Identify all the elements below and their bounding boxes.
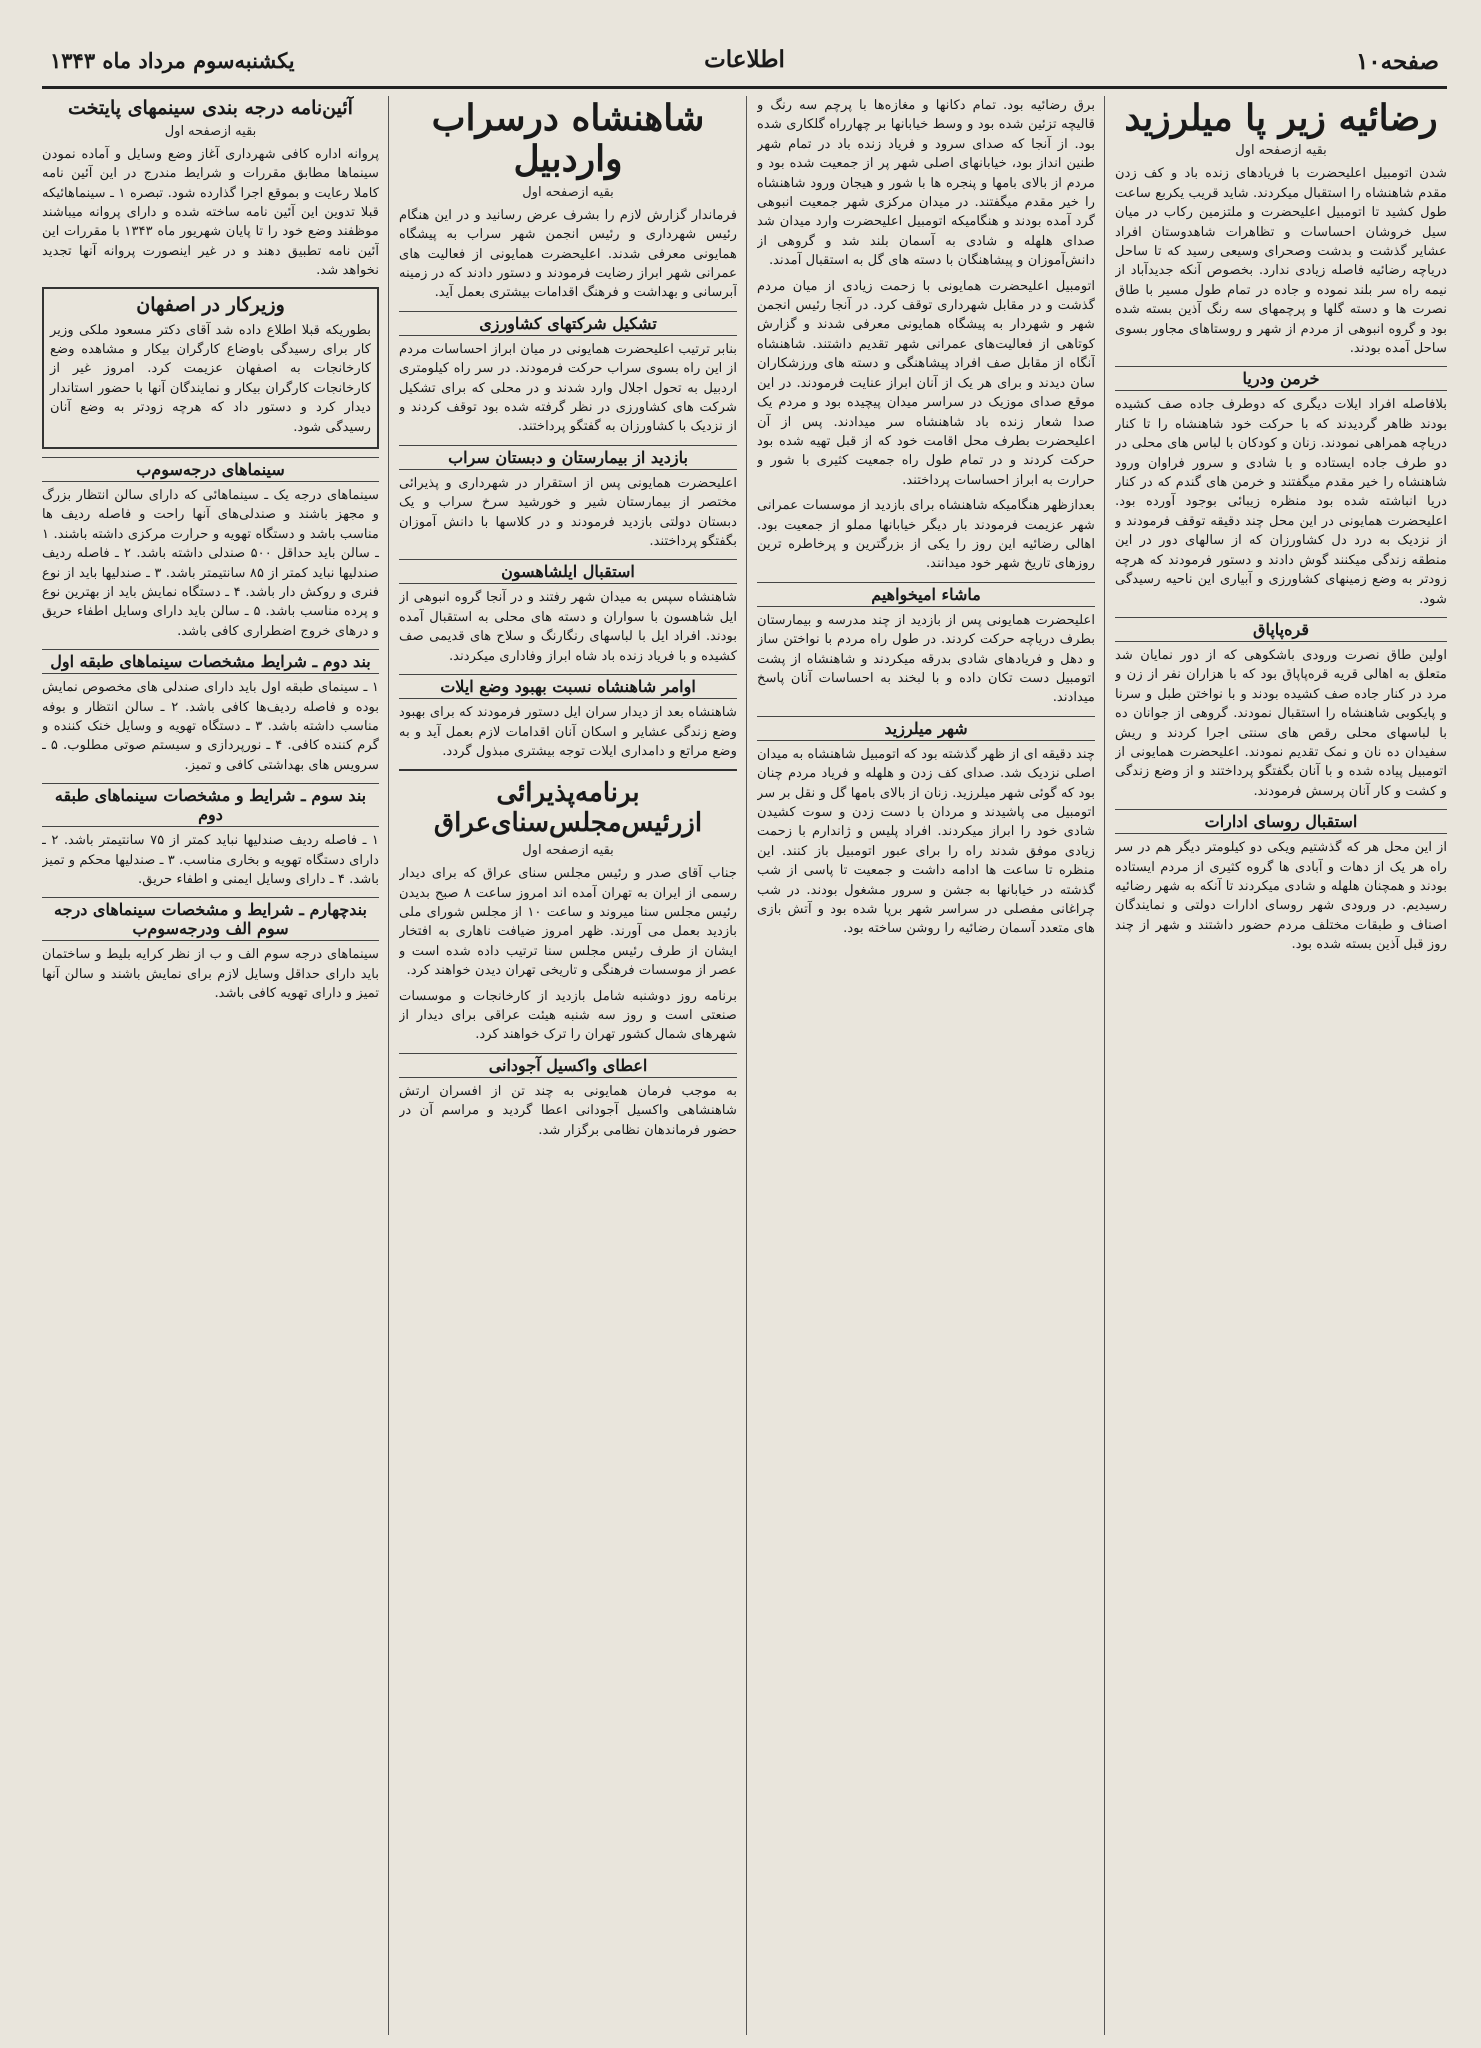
- masthead: [42, 40, 1447, 89]
- article-paragraph: بلافاصله افراد ایلات دیگری که دوطرف جاده صف کشیده بودند ظاهر گردیدند که با حرکت خود شاهنشاه را تا کنار دریاچه همراهی نمودند. زنان و کودکان با لباس های محلی در دو طرف جاده ایستاده و با شادی و سرور فراوان ورود شاهنشاه را خیر مقدم میگفتند و خرمن های گندم که در کنار دریا انباشته شده بود منظره زیبائی بوجود آورده بود. اعلیحضرت همایونی در این محل چند دقیقه توقف فرمودند و از نزدیک به درد دل کشاورزان که از سالهای دور در این منطقه زندگی میکنند گوش دادند و دستور فرمودند که هرچه زودتر به وضع زمینهای کشاورزی و آبیاری این ناحیه رسیدگی شود.: [1115, 397, 1447, 607]
- continued-note: بقیه ازصفحه اول: [1235, 143, 1327, 159]
- article-paragraph: از این محل هر که گذشتیم ویکی دو کیلومتر دیگر هم در سر راه هر یک از دهات و آبادی ها گروه کثیری از مردم ایستاده بودند و همچنان هلهله و شادی میکردند تا آنکه به شهر رضائیه رسیدیم. در ورودی شهر روسای ادارات دولتی و نمایندگان اصناف و طبقات مختلف مردم حضور داشتند و شهر از چند روز قبل آذین بسته شده بود.: [1115, 840, 1447, 953]
- article-paragraph: اعلیحضرت همایونی پس از استقرار در شهرداری و پذیرائی مختصر از بیمارستان شیر و خورشید سرخ سراب و یک دبستان دولتی بازدید فرمودند و در کلاسها با دانش آموزان بگفتگو پرداختند.: [399, 475, 737, 550]
- article-rezaieh: [1115, 96, 1447, 2035]
- subheading: بازدید از بیمارستان و دبستان سراب: [399, 445, 737, 470]
- continued-note: بقیه ازصفحه اول: [522, 843, 614, 859]
- subheading: خرمن ودریا: [1115, 366, 1447, 391]
- article-cinema-regulation: [42, 96, 379, 2035]
- continued-note: بقیه ازصفحه اول: [522, 184, 614, 200]
- column-rule: [746, 96, 747, 2035]
- subheading: اعطای واکسیل آجودانی: [399, 1053, 737, 1078]
- subheading: اوامر شاهنشاه نسبت بهبود وضع ایلات: [399, 674, 737, 699]
- boxed-news-labor-minister: [42, 287, 379, 449]
- article-paragraph: بعدازظهر هنگامیکه شاهنشاه برای بازدید از موسسات عمرانی شهر عزیمت فرمودند بار دیگر خیابانها مملو از جمعیت بود. اهالی رضائیه این روز را یکی از بزرگترین و پرخاطره ترین روزهای تاریخ شهر خود میدانند.: [757, 498, 1095, 572]
- subheading: قره‌پاپاق: [1115, 617, 1447, 642]
- article-paragraph: اعلیحضرت همایونی پس از بازدید از چند مدرسه و بیمارستان بطرف دریاچه حرکت کردند. در طول راه مردم با نواختن ساز و دهل و فریادهای شادی بدرقه میکردند و شاهنشاه از پشت اتومبیل دست تکان داده و با لبخند به احساسات آنان پاسخ میدادند.: [757, 612, 1095, 706]
- issue-date: یکشنبه‌سوم مرداد ماه ۱۳۴۳: [50, 48, 295, 73]
- headline-sarab-ardabil: شاهنشاه درسراب واردبیل: [431, 97, 705, 181]
- subheading: شهر میلرزید: [757, 716, 1095, 741]
- article-paragraph: به موجب فرمان همایونی به چند تن از افسران ارتش شاهنشاهی واکسیل آجودانی اعطا گردید و مراسم آن در حضور فرماندهان نظامی برگزار شد.: [399, 1083, 737, 1138]
- continued-note: بقیه ازصفحه اول: [164, 123, 257, 139]
- subheading: تشکیل شرکتهای کشاورزی: [399, 311, 737, 336]
- column-rule: [388, 96, 389, 2035]
- article-sarab-ardabil: [399, 96, 737, 2035]
- article-paragraph: اتومبیل اعلیحضرت همایونی با زحمت زیادی از میان مردم گذشت و در مقابل شهرداری توقف کرد. در آنجا رئیس انجمن شهر و شهردار به پیشگاه همایونی معرفی شدند و گزارش کوتاهی از فعالیت‌های عمرانی شهر تقدیم داشتند. شاهنشاه آنگاه از مقابل صف افراد پیشاهنگی و دسته های ورزشکاران سان دیدند و برای هر یک از آنان ابراز عنایت فرمودند. در این موقع صدای موزیک در سراسر میدان پیچیده بود و مردم یک صدا شعار زنده باد شاهنشاه سر میدادند. پس از آن اعلیحضرت بطرف محل اقامت خود که از قبل تهیه شده بود حرکت کردند و در تمام طول راه جمعیت کثیری با شور و حرارت به ابراز احساسات پرداختند.: [757, 278, 1095, 488]
- headline-cinema-regulation: آئین‌نامه درجه بندی سینمهای پایتخت: [68, 97, 353, 119]
- newspaper-name: اطلاعات: [704, 46, 785, 73]
- column-rule: [1104, 96, 1105, 2035]
- subheading: سینماهای درجه‌سوم‌ب: [42, 457, 379, 482]
- article-paragraph: برنامه روز دوشنبه شامل بازدید از کارخانجات و موسسات صنعتی است و روز سه شنبه هیئت عراقی برای دیدار از شهرهای شمال کشور تهران را ترک خواهند کرد.: [399, 988, 737, 1043]
- article-paragraph: سینماهای درجه یک ـ سینماهائی که دارای سالن انتظار بزرگ و مجهز باشند و صندلی‌های آنها راحت و فاصله ردیف ها مناسب باشد و دستگاه تهویه و حرارت مرکزی داشته باشند. ۱ ـ سالن باید حداقل ۵۰۰ صندلی داشته باشد. ۲ ـ فاصله ردیف صندلیها نباید کمتر از ۸۵ سانتیمتر باشد. ۳ ـ صندلیها باید از نوع فنری و روکش دار باشد. ۴ ـ دستگاه نمایش باید از بهترین نوع و پرده مناسب باشد. ۵ ـ سالن باید دارای وسایل اطفاء حریق و درهای خروج اضطراری کافی باشد.: [42, 487, 379, 639]
- subheading: بند سوم ـ شرایط و مشخصات سینماهای طبقه دوم: [42, 783, 379, 827]
- subheading: بندچهارم ـ شرایط و مشخصات سینماهای درجه سوم الف ودرجه‌سوم‌ب: [42, 897, 379, 941]
- article-paragraph: شاهنشاه سپس به میدان شهر رفتند و در آنجا گروه انبوهی از ایل شاهسون با سواران و دسته های محلی به استقبال آمده بودند. افراد ایل با لباسهای رنگارنگ و سلاح های قدیمی صف کشیده و با فریاد زنده باد شاه ابراز وفاداری میکردند.: [399, 590, 737, 664]
- headline-iraq-senate: برنامه‌پذیرائی ازرئیس‌مجلس‌سنای‌عراق: [433, 778, 703, 839]
- box-paragraph: بطوریکه قبلا اطلاع داده شد آقای دکتر مسعود ملکی وزیر کار برای رسیدگی باوضاع کارگران بیکار و مشاهده وضع کارخانجات به اصفهان عزیمت کرد. امروز غیر از کارخانجات کارگران بیکار و نمایندگان آنها با حضور استاندار دیدار کرد و دستور داد که هرچه زودتر به وضع آنان رسیدگی شود.: [50, 322, 371, 435]
- article-rezaieh-continued: [757, 96, 1095, 2035]
- article-paragraph: جناب آقای صدر و رئیس مجلس سنای عراق که برای دیدار رسمی از ایران به تهران آمده اند امروز ساعت ۸ صبح بدیدن رئیس مجلس سنا میروند و ساعت ۱۰ از مجلس شورای ملی بازدید بعمل می آورند. ظهر امروز ضیافت ناهاری به افتخار ایشان از طرف رئیس مجلس سنا ترتیب داده شده است و عصر از موسسات فرهنگی و تاریخی تهران دیدن خواهند کرد.: [399, 866, 737, 979]
- article-paragraph: فرماندار گزارش لازم را بشرف عرض رسانید و در این هنگام رئیس شهرداری و رئیس انجمن شهر سراب به پیشگاه همایونی معرفی شدند. اعلیحضرت همایونی از فعالیت های عمرانی شهر ابراز رضایت فرمودند و دستور دادند که در زمینه آبرسانی و بهداشت و فرهنگ اقدامات بیشتری بعمل آید.: [399, 207, 737, 301]
- subheading: استقبال ایلشاهسون: [399, 559, 737, 584]
- article-paragraph: شدن اتومبیل اعلیحضرت با فریادهای زنده باد و کف زدن مقدم شاهنشاه را استقبال میکردند. شاید قریب یکربع ساعت طول کشید تا اتومبیل اعلیحضرت و ملتزمین رکاب در میان سیل خروشان احساسات و تظاهرات شاهدوستان افراد عشایر گذشت و بدشت وصحرای وسیعی رسید که تا ساحل دریاچه رضائیه فاصله زیادی ندارد. بخصوص آنکه جدیدآباد از نیمه راه سر بلند نموده و جاده در تمام طول مسیر با طاق نصرت ها و دسته گلها و پرچمهای سه رنگ آذین بسته شده بود و گروه انبوهی از مردم از شهر و روستاهای مجاور بسوی ساحل آمده بودند.: [1115, 166, 1447, 357]
- section-divider: [399, 769, 737, 771]
- headline-rezaieh: رضائیه زیر پا میلرزید: [1124, 97, 1438, 139]
- article-paragraph: اولین طاق نصرت ورودی باشکوهی که از دور نمایان شد متعلق به اهالی قریه قره‌پاپاق بود که با هزاران نفر از زن و مرد در کنار جاده صف کشیده بودند و با نواختن طبل و سرنا و پایکوبی شاهنشاه را استقبال نمودند. گروهی از جوانان ده با لباسهای محلی رقص های سنتی اجرا کردند و ریش سفیدان ده نان و نمک تقدیم نمودند. اعلیحضرت همایونی از اتومبیل پیاده شده و با آنان بگفتگو پرداختند و از وضع زندگی و کشت و کار آنان پرسش فرمودند.: [1115, 647, 1447, 799]
- article-paragraph: بنابر ترتیب اعلیحضرت همایونی در میان ابراز احساسات مردم از این راه بسوی سراب حرکت فرمودند. در سر راه کیلومتری اردبیل به تحول اجلال وارد شدند و در محلی که برای تشکیل شرکت های کشاورزی در نظر گرفته شده بود توقف کردند و از نزدیک با کشاورزان به گفتگو پرداختند.: [399, 341, 737, 435]
- article-paragraph: پروانه اداره کافی شهرداری آغاز وضع وسایل و آماده نمودن سینماها مطابق مقررات و شرایط مندرج در این آئین نامه کاملا رعایت و بموقع اجرا گذارده شود. تبصره ۱ ـ سینماهائیکه قبلا تدوین این آئین نامه ساخته شده و دارای پروانه میباشند موظفند وضع خود را تا پایان شهریور ماه ۱۳۴۳ با مقررات این آئین نامه تطبیق دهند و در غیر اینصورت پروانه آنها تجدید نخواهد شد.: [42, 146, 379, 279]
- subheading: بند دوم ـ شرایط مشخصات سینماهای طبقه اول: [42, 649, 379, 674]
- box-headline: وزیرکار در اصفهان: [136, 293, 285, 316]
- subheading: استقبال روسای ادارات: [1115, 809, 1447, 834]
- article-paragraph: چند دقیقه ای از ظهر گذشته بود که اتومبیل شاهنشاه به میدان اصلی نزدیک شد. صدای کف زدن و هلهله و فریاد مردم چنان بود که گوئی شهر میلرزید. زنان از بالای بامها گل و نقل بر سر اتومبیل می پاشیدند و مردان با دست زدن و سوت کشیدن شادی خود را ابراز میکردند. افراد پلیس و ژاندارم با زحمت زیادی موفق شدند راه را برای عبور اتومبیل باز کنند. این منظره تا ساعت ها ادامه داشت و جمعیت تا پاسی از شب گذشته در خیابانها به جشن و سرور مشغول بودند. در شب چراغانی مفصلی در سراسر شهر برپا شده بود و آتش بازی های متعدد آسمان رضائیه را روشن ساخته بود.: [757, 746, 1095, 937]
- subheading: ماشاء امیخواهیم: [757, 582, 1095, 607]
- page-number: صفحه۱۰: [1355, 48, 1439, 75]
- article-paragraph: ۱ ـ فاصله ردیف صندلیها نباید کمتر از ۷۵ سانتیمتر باشد. ۲ ـ دارای دستگاه تهویه و بخاری مناسب. ۳ ـ صندلیها محکم و تمیز باشد. ۴ ـ دارای وسایل ایمنی و اطفاء حریق.: [42, 833, 379, 888]
- article-paragraph: برق رضائیه بود. تمام دکانها و مغازه‌ها با پرچم سه رنگ و قالیچه تزئین شده بود و وسط خیابانها بر چهارراه گلکاری شده بود. از آنجا که صدای سرود و فریاد زنده باد در تمام شهر طنین انداز بود، خیابانهای اصلی شهر پر از جمعیت شده بود و مردم از بالای بامها و پنجره ها با شور و هیجان ورود شاهنشاه را خیر مقدم میگفتند. در میدان مرکزی شهر جمعیت انبوهی گرد آمده بودند و هنگامیکه اتومبیل اعلیحضرت وارد میدان شد صدای هلهله و شادی به آسمان بلند شد و گروهی از دانش‌آموزان و پیشاهنگان با دسته های گل به استقبال آمدند.: [757, 98, 1095, 269]
- article-paragraph: سینماهای درجه سوم الف و ب از نظر کرایه بلیط و ساختمان باید دارای حداقل وسایل لازم برای نمایش باشند و سالن آنها تمیز و دارای تهویه کافی باشد.: [42, 947, 379, 1002]
- article-paragraph: شاهنشاه بعد از دیدار سران ایل دستور فرمودند که برای بهبود وضع زندگی عشایر و اسکان آنان اقدامات لازم بعمل آید و به وضع مراتع و دامداری ایلات توجه بیشتری مبذول گردد.: [399, 705, 737, 759]
- newspaper-page: [42, 40, 1447, 2035]
- article-paragraph: ۱ ـ سینمای طبقه اول باید دارای صندلی های مخصوص نمایش بوده و فاصله ردیف‌ها کافی باشد. ۲ ـ سالن انتظار و بوفه مناسب داشته باشد. ۳ ـ دستگاه تهویه و وسایل خنک کننده و گرم کننده کافی. ۴ ـ نورپردازی و سیستم صوتی مطلوب. ۵ ـ سرویس های بهداشتی کافی و تمیز.: [42, 680, 379, 773]
